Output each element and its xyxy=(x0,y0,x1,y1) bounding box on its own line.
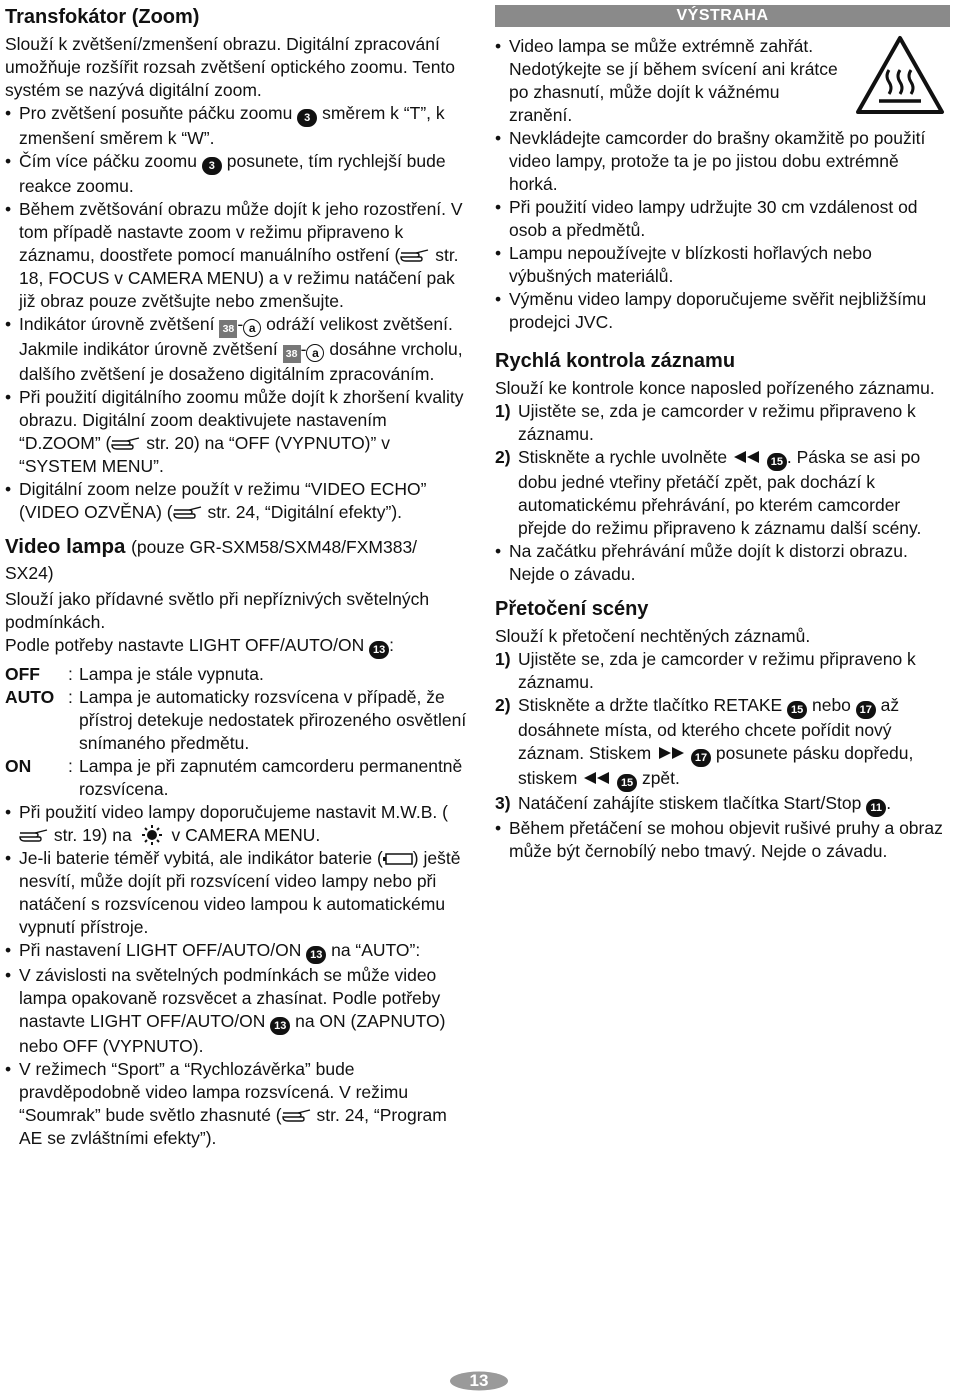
ref-number-icon: 3 xyxy=(202,157,222,175)
ref-number-icon: 15 xyxy=(787,701,807,719)
warning-list xyxy=(495,35,840,127)
lamp-bullet-5: • V režimech “Sport” a “Rychlozávěrka” bude pravděpodobně video lampa rozsvícená. V režimu “Soumrak” bude světlo zhasnuté ( str. 24, “Program AE se zvláštními efekty”). xyxy=(5,1059,447,1148)
right-column xyxy=(495,0,950,863)
ref-number-icon: 3 xyxy=(297,109,317,127)
zoom-bullet-2: • Čím více páčku zoomu 3 posunete, tím rychlejší bude reakce zoomu. xyxy=(5,151,446,196)
retake-bullet-1: • Během přetáčení se mohou objevit rušivé pruhy a obraz může být černobílý nebo tmavý. Nejde o závadu. xyxy=(495,818,943,861)
pointing-hand-icon xyxy=(111,437,141,451)
zoom-bullet-1: • Pro zvětšení posuňte páčku zoomu 3 směrem k “T”, k zmenšení směrem k “W”. xyxy=(5,103,445,148)
warning-bullet-4: • Lampu nepoužívejte v blízkosti hořlavých nebo výbušných materiálů. xyxy=(495,243,872,286)
quick-bullet-1: • Na začátku přehrávání může dojít k distorzi obrazu. Nejde o závadu. xyxy=(495,541,908,584)
zoom-intro: Slouží k zvětšení/zmenšení obrazu. Digitální zpracování umožňuje rozšířit rozsah zvětšení optického zoomu. Tento systém se nazývá digitální zoom. xyxy=(5,34,456,100)
lamp-bullet-3: • Při nastavení LIGHT OFF/AUTO/ON 13 na “AUTO”: xyxy=(5,939,470,964)
pointing-hand-icon xyxy=(282,1109,312,1123)
lamp-white-balance-icon xyxy=(141,824,163,846)
lamp-setting: Podle potřeby nastavte LIGHT OFF/AUTO/ON 13 : xyxy=(5,634,470,659)
retake-step-3: 3) Natáčení zahájíte stiskem tlačítka Start/Stop 11 . xyxy=(495,792,950,817)
pointing-hand-icon xyxy=(400,249,430,263)
retake-step-2: 2) Stiskněte a držte tlačítko RETAKE 15 nebo 17 až dosáhnete místa, od kterého chcete pořídit nový záznam. Stiskem 17 posunete pásku dopředu, stiskem 15 zpět. xyxy=(495,694,950,792)
zoom-bullet-5: • Při použití digitálního zoomu může dojít k zhoršení kvality obrazu. Digitální zoom deaktivujete nastavením “D.ZOOM” ( str. 20) na “OFF (VYPNUTO)” v “SYSTEM MENU”. xyxy=(5,387,464,476)
ref-number-icon: 38 xyxy=(283,345,301,363)
warning-bullet-1: • Video lampa se může extrémně zahřát. Nedotýkejte se jí během svícení ani krátce po zhasnutí, může dojít k vážnému zranění. xyxy=(495,36,838,125)
option-auto: AUTO : Lampa je automaticky rozsvícena v případě, že přístroj detekuje nedostatek přirozeného osvětlení snímaného předmětu. xyxy=(5,687,467,753)
zoom-bullet-3: • Během zvětšování obrazu může dojít k jeho rozostření. V tom případě nastavte zoom v režimu připraveno k záznamu, doostřete pomocí manuálního ostření ( str. 18, FOCUS v CAMERA MENU) a v režimu natáčení pak již obraz pouze zvětšujte nebo zmenšujte. xyxy=(5,199,463,311)
rewind-icon xyxy=(582,771,612,785)
rewind-icon xyxy=(732,450,762,464)
lamp-bullet-2: • Je-li baterie téměř vybitá, ale indikátor baterie ( ) ještě nesvítí, může dojít při rozsvícení video lampy nebo při natáčení s rozsvícenou video lampou k automatickému vypnutí přístroje. xyxy=(5,848,461,937)
ref-number-icon: 11 xyxy=(866,799,886,817)
battery-icon xyxy=(383,853,413,865)
ref-number-icon: 15 xyxy=(767,453,787,471)
ref-letter-icon: a xyxy=(243,319,261,337)
lamp-bullet-4: • V závislosti na světelných podmínkách se může video lampa opakovaně rozsvěcet a zhasínat. Podle potřeby nastavte LIGHT OFF/AUTO/ON 13 na ON (ZAPNUTO) nebo OFF (VYPNUTO). xyxy=(5,965,446,1056)
fast-forward-icon xyxy=(656,746,686,760)
left-column xyxy=(5,0,470,1150)
pointing-hand-icon xyxy=(173,506,203,520)
zoom-heading: Transfokátor (Zoom) xyxy=(5,6,200,28)
warning-bullet-2: • Nevkládejte camcorder do brašny okamžitě po použití video lampy, protože ta je po jistou dobu extrémně horká. xyxy=(495,128,926,194)
quick-step-1: 1) Ujistěte se, zda je camcorder v režimu připraveno k záznamu. xyxy=(495,401,916,444)
ref-number-icon: 13 xyxy=(306,946,326,964)
pointing-hand-icon xyxy=(19,829,49,843)
quick-step-2: 2) Stiskněte a rychle uvolněte 15 . Páska se asi po dobu jedné vteřiny přetáčí zpět, pak dochází k automatickému přehrávání, po kterém camcorder přejde do režimu připraveno k záznamu další scény. xyxy=(495,447,922,538)
warning-banner: VÝSTRAHA xyxy=(495,5,950,27)
zoom-bullet-4: • Indikátor úrovně zvětšení 38 - a odráží velikost zvětšení. Jakmile indikátor úrovně zvětšení 38 - a dosáhne vrcholu, dalšího zvětšení je dosaženo digitálním zpracováním. xyxy=(5,314,463,384)
ref-number-icon: 13 xyxy=(369,641,389,659)
ref-number-icon: 17 xyxy=(691,749,711,767)
lamp-bullet-1: • Při použití video lampy doporučujeme nastavit M.W.B. ( str. 19) na v CAMERA MENU. xyxy=(5,802,448,845)
lamp-intro: Slouží jako přídavné světlo při nepříznivých světelných podmínkách. xyxy=(5,589,430,632)
warning-bullet-5: • Výměnu video lampy doporučujeme svěřit nejbližšímu prodejci JVC. xyxy=(495,289,927,332)
option-off: OFF : Lampa je stále vypnuta. xyxy=(5,664,264,684)
warning-bullet-3: • Při použití video lampy udržujte 30 cm vzdálenost od osob a předmětů. xyxy=(495,197,918,240)
quick-review-heading: Rychlá kontrola záznamu xyxy=(495,350,736,372)
retake-step-1: 1) Ujistěte se, zda je camcorder v režimu připraveno k záznamu. xyxy=(495,649,916,692)
ref-letter-icon: a xyxy=(306,344,324,362)
retake-intro: Slouží k přetočení nechtěných záznamů. xyxy=(495,626,811,646)
zoom-bullet-6: • Digitální zoom nelze použít v režimu “VIDEO ECHO” (VIDEO OZVĚNA) ( str. 24, “Digitální efekty”). xyxy=(5,479,427,522)
ref-number-icon: 17 xyxy=(856,701,876,719)
page-number: 13 xyxy=(469,1371,489,1390)
option-on: ON : Lampa je při zapnutém camcorderu permanentně rozsvícena. xyxy=(5,756,463,799)
ref-number-icon: 15 xyxy=(617,774,637,792)
ref-number-icon: 38 xyxy=(219,320,237,338)
video-lamp-heading: Video lampa (pouze GR-SXM58/SXM48/FXM383/ SX24) xyxy=(5,535,418,583)
quick-review-intro: Slouží ke kontrole konce naposled pořízeného záznamu. xyxy=(495,378,935,398)
hot-surface-warning-icon xyxy=(855,35,945,115)
retake-heading: Přetočení scény xyxy=(495,598,649,620)
ref-number-icon: 13 xyxy=(270,1017,290,1035)
